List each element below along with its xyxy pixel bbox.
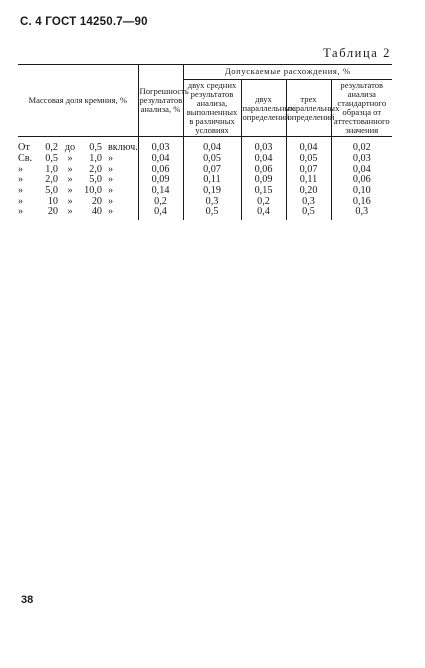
reference-value: 0,06 [331, 175, 392, 186]
range-cell [18, 175, 138, 186]
three-parallel-value: 0,07 [286, 165, 331, 176]
range-cell [18, 165, 138, 176]
table-row [18, 186, 392, 197]
page-header: С. 4 ГОСТ 14250.7—90 [20, 16, 148, 28]
reference-value: 0,04 [331, 165, 392, 176]
two-parallel-value: 0,04 [241, 154, 286, 165]
tolerance-table [18, 64, 392, 220]
range-v2: 40 [91, 206, 102, 218]
error-value: 0,4 [138, 207, 183, 220]
header-mass-fraction: Массовая доля кремния, % [18, 65, 138, 137]
three-parallel-value: 0,5 [286, 207, 331, 220]
range-v2: 0,5 [89, 142, 102, 154]
range-v1: 5,0 [45, 184, 58, 196]
range-mid: » [67, 152, 73, 164]
reference-value: 0,3 [331, 207, 392, 220]
range-pre: » [18, 206, 24, 218]
two-means-value: 0,3 [183, 197, 241, 208]
two-means-value: 0,04 [183, 137, 241, 154]
two-parallel-value: 0,06 [241, 165, 286, 176]
range-suf: включ. [108, 142, 138, 154]
range-pre: » [18, 163, 24, 175]
reference-value: 0,03 [331, 154, 392, 165]
error-value: 0,06 [138, 165, 183, 176]
two-means-value: 0,11 [183, 175, 241, 186]
table-row [18, 154, 392, 165]
reference-value: 0,16 [331, 197, 392, 208]
range-mid: » [67, 195, 73, 207]
table-body [18, 137, 392, 220]
two-means-value: 0,5 [183, 207, 241, 220]
range-v2: 5,0 [89, 174, 102, 186]
range-v1: 20 [47, 206, 58, 218]
two-parallel-value: 0,09 [241, 175, 286, 186]
header-allowed-differences: Допускаемые расхождения, % [183, 65, 392, 80]
three-parallel-value: 0,04 [286, 137, 331, 154]
range-v2: 1,0 [89, 152, 102, 164]
range-v1: 10 [47, 195, 58, 207]
two-means-value: 0,07 [183, 165, 241, 176]
table-caption: Таблица 2 [323, 46, 391, 60]
page-number: 38 [21, 594, 34, 606]
range-suf: » [108, 195, 114, 207]
range-mid: » [67, 174, 73, 186]
range-v1: 1,0 [45, 163, 58, 175]
range-pre: » [18, 184, 24, 196]
table-row [18, 207, 392, 220]
range-pre: » [18, 174, 24, 186]
range-v2: 2,0 [89, 163, 102, 175]
two-parallel-value: 0,15 [241, 186, 286, 197]
three-parallel-value: 0,20 [286, 186, 331, 197]
error-value: 0,03 [138, 137, 183, 154]
range-suf: » [108, 206, 114, 218]
range-v1: 0,5 [45, 152, 58, 164]
three-parallel-value: 0,05 [286, 154, 331, 165]
range-suf: » [108, 174, 114, 186]
subheader-reference-sample: результатов анализа стандартного образца от аттестованного значения [331, 80, 392, 137]
table-row [18, 137, 392, 154]
range-pre: » [18, 195, 24, 207]
two-parallel-value: 0,03 [241, 137, 286, 154]
range-pre: От [18, 142, 30, 154]
range-v2: 20 [91, 195, 102, 207]
subheader-two-parallel: двух параллельных определений [241, 80, 286, 137]
error-value: 0,04 [138, 154, 183, 165]
subheader-three-parallel: трех параллельных определений [286, 80, 331, 137]
two-parallel-value: 0,4 [241, 207, 286, 220]
two-means-value: 0,19 [183, 186, 241, 197]
range-mid: » [67, 184, 73, 196]
error-value: 0,14 [138, 186, 183, 197]
range-cell [18, 137, 138, 154]
reference-value: 0,02 [331, 137, 392, 154]
three-parallel-value: 0,3 [286, 197, 331, 208]
header-error: Погрешность результатов анализа, % [138, 65, 183, 137]
range-suf: » [108, 184, 114, 196]
range-pre: Св. [18, 152, 33, 164]
range-mid: » [67, 163, 73, 175]
error-value: 0,09 [138, 175, 183, 186]
range-cell [18, 197, 138, 208]
two-parallel-value: 0,2 [241, 197, 286, 208]
error-value: 0,2 [138, 197, 183, 208]
reference-value: 0,10 [331, 186, 392, 197]
subheader-two-means: двух средних результатов анализа, выполненных в различных условиях [183, 80, 241, 137]
range-v2: 10,0 [84, 184, 102, 196]
two-means-value: 0,05 [183, 154, 241, 165]
range-v1: 0,2 [45, 142, 58, 154]
range-mid: » [67, 206, 73, 218]
range-v1: 2,0 [45, 174, 58, 186]
range-suf: » [108, 152, 114, 164]
range-cell [18, 154, 138, 165]
range-cell [18, 207, 138, 220]
range-cell [18, 186, 138, 197]
three-parallel-value: 0,11 [286, 175, 331, 186]
range-mid: до [64, 142, 76, 154]
range-suf: » [108, 163, 114, 175]
